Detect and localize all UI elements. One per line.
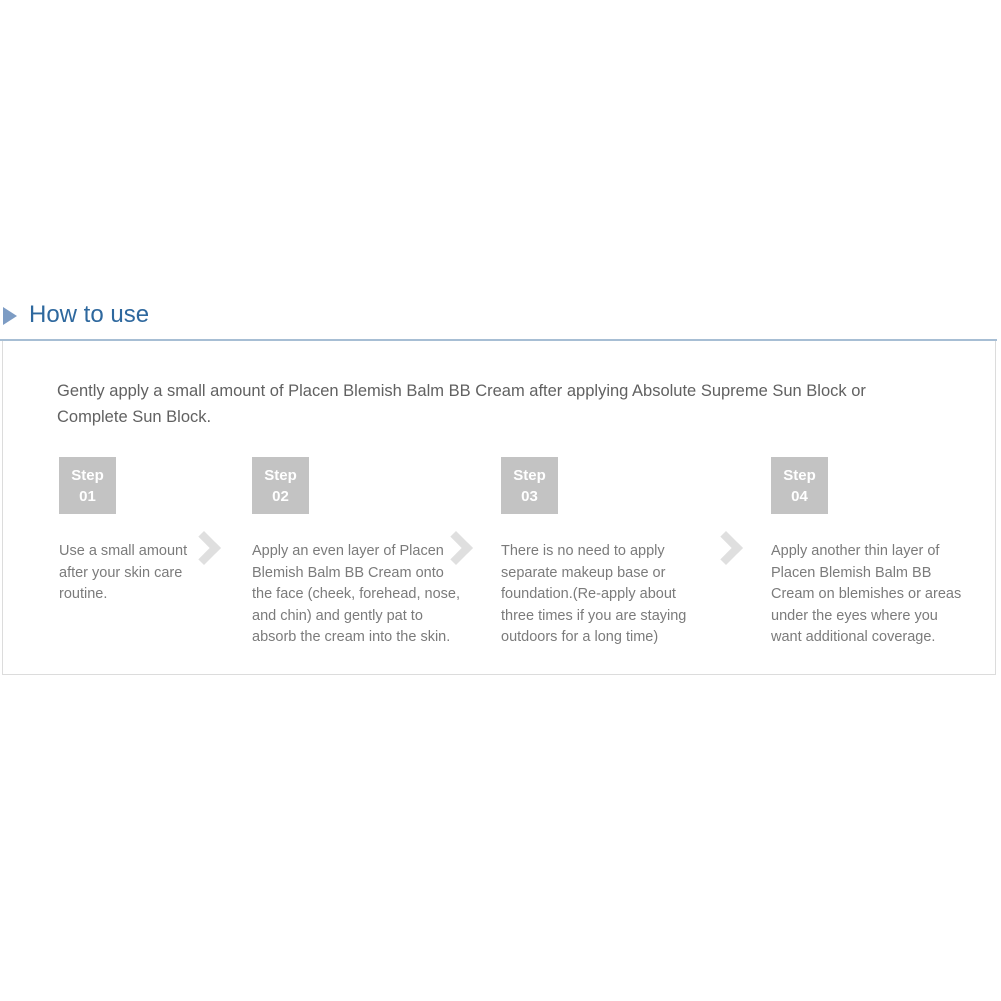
step-column-4 [771,457,964,649]
step-badge-number: 01 [79,488,96,505]
step-badge-label: Step [71,467,104,484]
section-title: How to use [29,301,150,328]
step-badge-3 [501,457,558,514]
step-badge-number: 02 [272,488,289,505]
step-description-3: There is no need to apply separate makeup base or foundation.(Re-apply about three times if you are staying outdoors for a long time) [501,543,687,645]
step-badge-1 [59,457,116,514]
step-description-2: Apply an even layer of Placen Blemish Balm BB Cream onto the face (cheek, forehead, nose, and chin) and gently pat to absorb the cream into the skin. [252,543,460,645]
step-badge-label: Step [264,467,297,484]
step-column-1 [59,457,201,606]
step-badge-label: Step [783,467,816,484]
step-description-4: Apply another thin layer of Placen Blemish Balm BB Cream on blemishes or areas under the eyes where you want additional coverage. [771,543,962,645]
step-badge-4 [771,457,828,514]
step-description-1: Use a small amount after your skin care routine. [59,543,188,602]
usage-intro-text: Gently apply a small amount of Placen Blemish Balm BB Cream after applying Absolute Supreme Sun Block or Complete Sun Block. [57,382,866,426]
step-column-3 [501,457,707,649]
step-badge-number: 04 [791,488,808,505]
step-badge-number: 03 [521,488,538,505]
step-column-2 [252,457,464,649]
step-badge-2 [252,457,309,514]
triangle-marker-icon [3,307,17,325]
section-header [3,301,149,329]
step-badge-label: Step [513,467,546,484]
